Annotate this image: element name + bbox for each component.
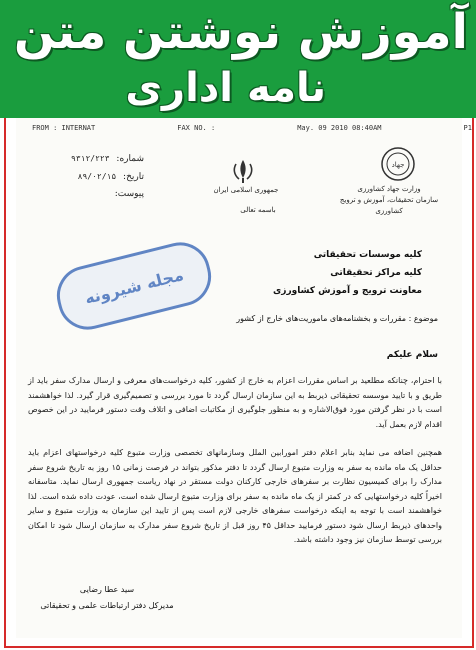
letter-meta [34,150,144,203]
date-value: ۸۹/۰۲/۱۵ [77,172,117,181]
iran-emblem-icon [228,158,258,184]
fax-date: May. 09 2010 08:40AM [297,124,382,132]
greeting: سلام علیکم [386,350,438,360]
fax-from: FROM : INTERNAT [32,124,96,132]
subject-line: موضوع : مقررات و بخشنامه‌های ماموریت‌های خارج از کشور [236,314,438,323]
banner-title-line1: آموزش نوشتن متن [13,4,468,60]
number-value: ۹۳۱۲/۲۲۳ [71,154,110,163]
bism-label: باسمه تعالی [240,206,276,214]
body-paragraph: همچنین اضافه می نماید بنابر اعلام دفتر امورابین الملل وسازمانهای تخصصی وزارت متبوع کلیه درخواستهای اعزام باید حداقل یک ماه مانده به سفر به وزارت متبوع ارسال گردد تا دفتر مذکور بتواند در فرصت زمانی ۱۵ روز به تاریخ شروع سفر مدارک را برای کمیسیون نظارت بر سفرهای خارجی کارکنان دولت مستقر در نهاد ریاست جمهوری ارسال نماید. متاسفانه اخیراً کلیه درخواستهایی که در کمتر از یک ماه مانده به سفر برای وزارت متبوع ارسال شده است، عودت داده شده است. لذا خواهشمند است با توجه به اینکه درخواست سفرهای خارجی لازم است پس از تایید این سازمان به وزارت متبوع و سایر واحدهای ذیربط ارسال شود دستور فرمایید حداقل ۴۵ روز قبل از تاریخ شروع سفر مدارک به سازمان ارسال شود تا امکان بررسی توسط سازمان نیز وجود داشته باشد. [28,448,442,544]
banner-title-line2: نامه اداری [125,65,326,111]
signature-block [22,582,192,614]
recipient-line: کلیه موسسات تحقیقاتی [313,250,422,260]
recipient-line: کلیه مراکز تحقیقاتی [330,268,422,278]
recipient-line: معاونت ترویج و آموزش کشاورزی [273,286,422,296]
attachment-row: پیوست: [114,189,144,199]
letter-frame [4,118,474,648]
body-paragraph: با احترام، چنانکه مطلعید بر اساس مقررات اعزام به خارج از کشور، کلیه درخواست‌های معرفی و ارسال مدارک سفر باید از طریق و با تایید موسسه تحقیقاتی ذیربط به این سازمان ارسال گردد تا مورد بررسی و تصمیم‌گیری قرار گیرد. لذا خواهشمند است با در نظر گرفتن مورد فوق‌الاشاره و به منظور جلوگیری از مکاتبات اضافی و اتلاف وقت دستور فرمایید در این خصوص اقدام لازم بعمل آید. [28,376,442,429]
date-row: تاریخ: ۸۹/۰۲/۱۵ [77,172,144,182]
logo-text: جهاد [391,161,405,169]
number-row: شماره: ۹۳۱۲/۲۲۳ [71,154,144,164]
ministry-label: وزارت جهاد کشاورزی سازمان تحقیقات، آموزش و ترویج کشاورزی [339,185,439,215]
fax-page: P1 [463,124,472,132]
signer-title: مدیرکل دفتر ارتباطات علمی و تحقیقاتی [40,601,174,610]
ministry-logo-icon [380,146,416,182]
letter-paper [16,118,472,638]
republic-label: جمهوری اسلامی ایران [213,186,279,194]
title-banner [0,0,476,118]
fax-number: FAX NO. : [177,124,216,132]
signer-name: سید عطا رضایی [79,585,135,594]
fax-header-line [32,124,472,136]
recipients-block [142,246,422,300]
watermark-stamp: مجله شیرونه [51,236,218,336]
